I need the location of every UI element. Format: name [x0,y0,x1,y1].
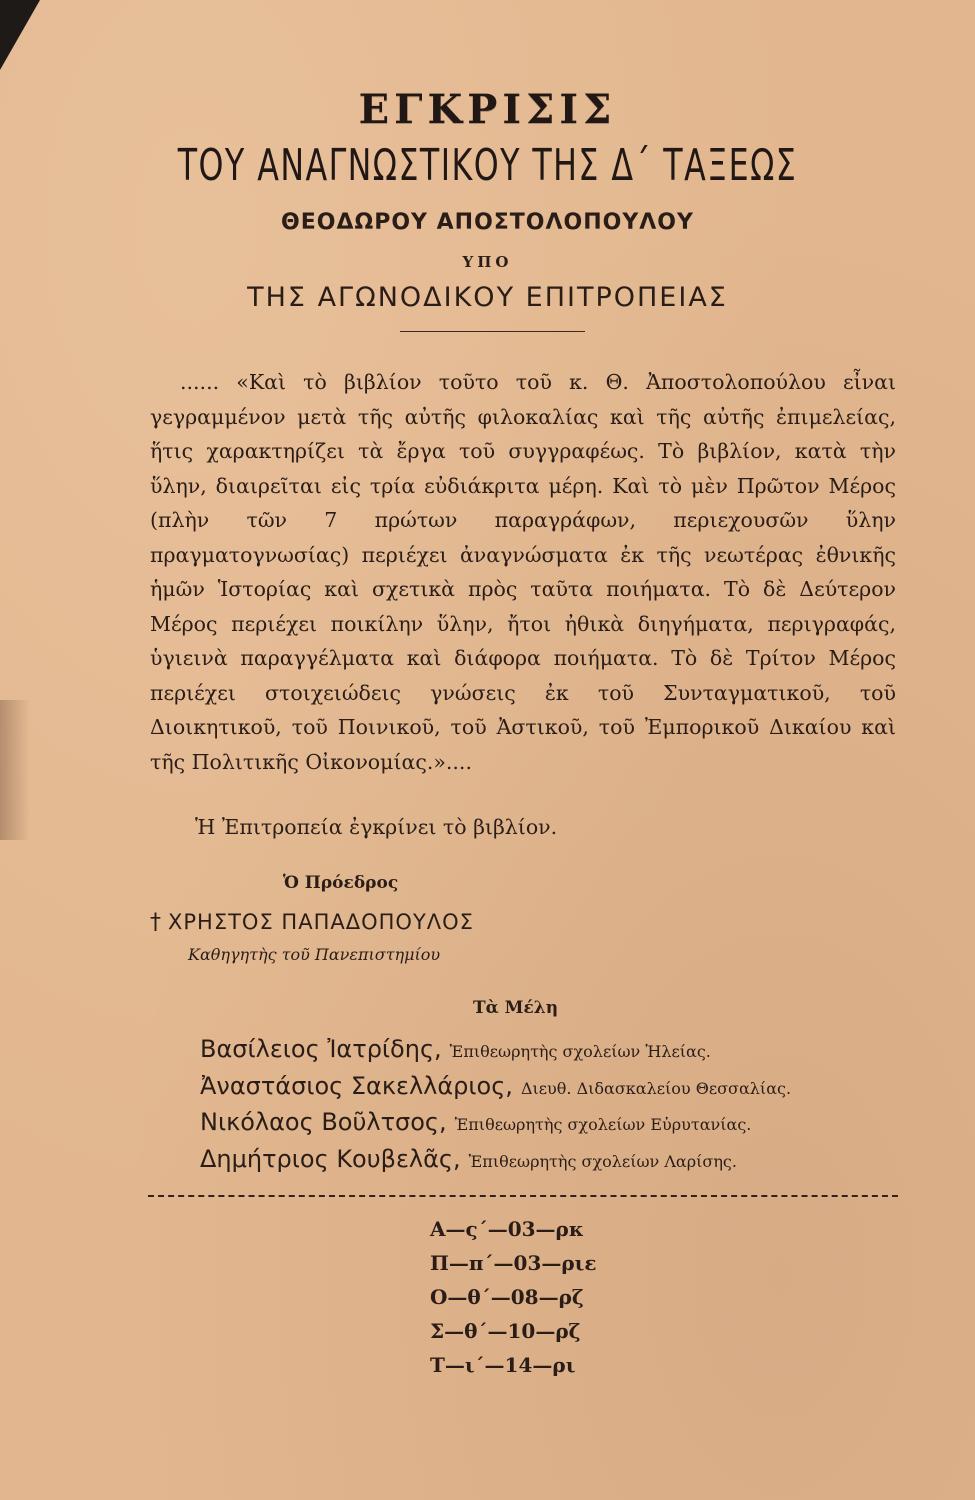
document-title: ΕΓΚΡΙΣΙΣ [358,86,617,133]
member-entry [200,1108,751,1136]
footer-divider [148,1195,898,1197]
torn-corner [0,0,40,70]
member-role: Ἐπιθεωρητὴς σχολείων Ἠλείας. [449,1042,711,1061]
reference-codes [430,1212,597,1382]
member-entry [200,1035,711,1063]
code-line: Α—ς΄—03—ρκ [430,1217,584,1241]
member-role: Ἐπιθεωρητὴς σχολείων Εὐρυτανίας. [454,1115,752,1134]
header-divider [400,331,585,332]
document-subtitle: ΤΟΥ ΑΝΑΓΝΩΣΤΙΚΟΥ ΤΗΣ Δ΄ ΤΑΞΕΩΣ [177,140,798,191]
cross-icon: † [150,910,162,935]
president-label: Ὁ Πρόεδρος [283,873,399,893]
member-entry [200,1145,737,1173]
president-name: ΧΡΗΣΤΟΣ ΠΑΠΑΔΟΠΟΥΛΟΣ [168,910,474,934]
member-role: Ἐπιθεωρητὴς σχολείων Λαρίσης. [468,1152,737,1171]
members-label: Τὰ Μέλη [473,998,559,1018]
page-stain [0,700,30,840]
approval-statement: Ἡ Ἐπιτροπεία ἐγκρίνει τὸ βιβλίον. [195,815,558,839]
committee-line: ΤΗΣ ΑΓΩΝΟΔΙΚΟΥ ΕΠΙΤΡΟΠΕΙΑΣ [247,282,728,313]
member-name: Ἀναστάσιος Σακελλάριος, [200,1072,513,1100]
member-role: Διευθ. Διδασκαλείου Θεσσαλίας. [520,1079,792,1098]
code-line: Σ—θ΄—10—ρζ [430,1319,581,1343]
president-title: Καθηγητὴς τοῦ Πανεπιστημίου [188,945,441,964]
member-name: Βασίλειος Ἰατρίδης, [200,1035,442,1063]
quote-text: ...... «Καὶ τὸ βιβλίον τοῦτο τοῦ κ. Θ. Ἀποστολοπούλου εἶναι γεγραμμένον μετὰ τῆς αὐτῆς φιλοκαλίας καὶ τῆς αὐτῆς ἐπιμελείας, ἥτις χαρακτηρίζει τὰ ἔργα τοῦ συγγραφέως. Τὸ βιβλίον, κατὰ τὴν ὕλην, διαιρεῖται εἰς τρία εὐδιάκριτα μέρη. Καὶ τὸ μὲν Πρῶτον Μέρος (πλὴν τῶν 7 πρώτων παραγράφων, περιεχουσῶν ὕλην πραγματογνωσίας) περιέχει ἀναγνώσματα ἐκ τῆς νεωτέρας ἐθνικῆς ἡμῶν Ἱστορίας καὶ σχετικὰ πρὸς ταῦτα ποιήματα. Τὸ δὲ Δεύτερον Μέρος περιέχει ποικίλην ὕλην, ἤτοι ἠθικὰ διηγήματα, περιγραφάς, ὑγιεινὰ παραγγέλματα καὶ διάφορα ποιήματα. Τὸ δὲ Τρίτον Μέρος περιέχει στοιχειώδεις γνώσεις ἐκ τοῦ Συνταγματικοῦ, τοῦ Διοικητικοῦ, τοῦ Ποινικοῦ, τοῦ Ἀστικοῦ, τοῦ Ἐμπορικοῦ Δικαίου καὶ τῆς Πολιτικῆς Οἰκονομίας.».... [150,370,896,774]
by-line: ΥΠΟ [462,253,513,271]
member-name: Δημήτριος Κουβελᾶς, [200,1145,461,1173]
president-signature [150,910,474,935]
member-entry [200,1072,791,1100]
code-line: Π—π΄—03—ριε [430,1251,597,1275]
code-line: Ο—θ΄—08—ρζ [430,1285,584,1309]
member-name: Νικόλαος Βοῦλτσος, [200,1108,447,1136]
approval-quote [150,365,896,779]
author-line: ΘΕΟΔΩΡΟΥ ΑΠΟΣΤΟΛΟΠΟΥΛΟΥ [281,210,694,235]
code-line: Τ—ι΄—14—ρι [430,1353,576,1377]
